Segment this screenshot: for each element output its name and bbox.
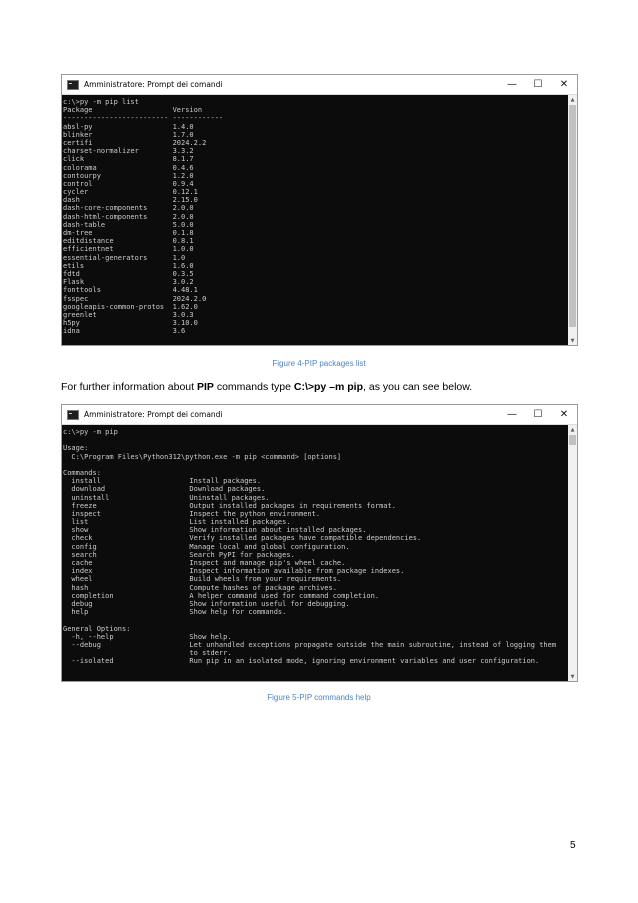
scroll-up-arrow-icon[interactable]: ▲ [570, 96, 575, 103]
maximize-button[interactable]: ☐ [533, 409, 543, 420]
terminal-line: inspect Inspect the python environment. [63, 509, 321, 518]
window-controls [499, 405, 577, 424]
terminal-line: index Inspect information available from package indexes. [63, 567, 405, 576]
terminal-line: colorama 0.4.6 [63, 163, 194, 172]
terminal-line: dash 2.15.0 [63, 196, 198, 205]
terminal-line: fonttools 4.48.1 [63, 286, 198, 295]
terminal-line: check Verify installed packages have compatible dependencies. [63, 534, 422, 543]
terminal-body[interactable] [62, 425, 577, 681]
terminal-line: certifi 2024.2.2 [63, 138, 207, 147]
scrollbar-thumb[interactable] [569, 105, 576, 327]
terminal-line: Usage: [63, 444, 89, 453]
terminal-output [63, 428, 565, 681]
scroll-up-arrow-icon[interactable]: ▲ [570, 426, 575, 433]
close-button[interactable]: ✕ [559, 79, 569, 90]
terminal-line: contourpy 1.2.0 [63, 171, 194, 180]
terminal-line: googleapis-common-protos 1.62.0 [63, 302, 198, 311]
terminal-line: idna 3.6 [63, 327, 186, 336]
vertical-scrollbar[interactable] [568, 95, 577, 345]
console-window-pip-list [61, 74, 578, 346]
terminal-line: dash-html-components 2.0.0 [63, 212, 194, 221]
terminal-line: search Search PyPI for packages. [63, 550, 295, 559]
terminal-line: list List installed packages. [63, 518, 291, 527]
scrollbar-thumb[interactable] [569, 435, 576, 445]
maximize-button[interactable]: ☐ [533, 79, 543, 90]
body-paragraph [61, 381, 472, 393]
terminal-line: hash Compute hashes of package archives. [63, 583, 337, 592]
terminal-line: wheel Build wheels from your requirements. [63, 575, 342, 584]
vertical-scrollbar[interactable] [568, 425, 577, 681]
terminal-line: install Install packages. [63, 477, 262, 486]
page-number: 5 [570, 840, 576, 851]
terminal-line: --debug Let unhandled exceptions propagate outside the main subroutine, instead of logging them [63, 640, 557, 649]
command-prompt-icon [67, 80, 79, 90]
figure-caption: Figure 5-PIP commands help [267, 693, 371, 702]
terminal-line: blinker 1.7.0 [63, 130, 194, 139]
terminal-line: debug Show information useful for debugging. [63, 599, 350, 608]
terminal-line: Package Version [63, 106, 203, 115]
terminal-line: -h, --help Show help. [63, 632, 232, 641]
terminal-line: uninstall Uninstall packages. [63, 493, 270, 502]
window-title: Amministratore: Prompt dei comandi [84, 80, 223, 89]
terminal-line: freeze Output installed packages in requirements format. [63, 501, 396, 510]
terminal-line: C:\Program Files\Python312\python.exe -m pip <command> [options] [63, 452, 342, 461]
terminal-line: etils 1.6.0 [63, 261, 194, 270]
terminal-line: config Manage local and global configuration. [63, 542, 350, 551]
scroll-down-arrow-icon[interactable]: ▼ [570, 673, 575, 680]
paragraph-text: commands type [213, 381, 294, 393]
terminal-line: show Show information about installed packages. [63, 526, 367, 535]
terminal-body[interactable] [62, 95, 577, 345]
terminal-line: absl-py 1.4.0 [63, 122, 194, 131]
terminal-line: fsspec 2024.2.0 [63, 294, 207, 303]
terminal-line: cache Inspect and manage pip's wheel cache. [63, 559, 346, 567]
terminal-line: ------------------------- ------------ [63, 114, 224, 123]
console-window-pip-help [61, 404, 578, 682]
terminal-line: dash-core-components 2.0.0 [63, 204, 194, 213]
terminal-line: help Show help for commands. [63, 608, 287, 617]
terminal-line: completion A helper command used for command completion. [63, 591, 380, 600]
minimize-button[interactable]: — [507, 79, 517, 90]
terminal-line: cycler 0.12.1 [63, 188, 198, 197]
paragraph-text: For further information about [61, 381, 197, 393]
scroll-down-arrow-icon[interactable]: ▼ [570, 337, 575, 344]
terminal-line: Commands: [63, 468, 101, 477]
terminal-line [63, 461, 565, 469]
terminal-line: editdistance 0.8.1 [63, 237, 194, 246]
terminal-line: h5py 3.10.0 [63, 319, 198, 328]
paragraph-bold-command: C:\>py –m pip [293, 381, 364, 393]
terminal-line [63, 616, 565, 624]
terminal-line: dash-table 5.0.0 [63, 220, 194, 229]
terminal-line: essential-generators 1.0 [63, 253, 186, 262]
window-titlebar[interactable] [62, 75, 577, 95]
terminal-line: fdtd 0.3.5 [63, 269, 194, 278]
window-titlebar[interactable] [62, 405, 577, 425]
terminal-line [63, 436, 565, 444]
terminal-line: click 8.1.7 [63, 155, 194, 164]
terminal-line: charset-normalizer 3.3.2 [63, 147, 194, 156]
terminal-line: --isolated Run pip in an isolated mode, ignoring environment variables and user configuration. [63, 657, 540, 666]
terminal-line: c:\>py -m pip list [63, 98, 139, 106]
window-title: Amministratore: Prompt dei comandi [84, 410, 223, 419]
terminal-line: Flask 3.0.2 [63, 278, 194, 287]
terminal-line: c:\>py -m pip [63, 428, 118, 436]
terminal-output [63, 98, 565, 345]
terminal-line: control 0.9.4 [63, 179, 194, 188]
terminal-line: efficientnet 1.0.0 [63, 245, 194, 254]
command-prompt-icon [67, 410, 79, 420]
paragraph-bold-text: PIP [196, 381, 214, 393]
terminal-line: dm-tree 0.1.8 [63, 229, 194, 237]
close-button[interactable]: ✕ [559, 409, 569, 420]
terminal-line: download Download packages. [63, 485, 266, 494]
terminal-line: General Options: [63, 624, 131, 633]
figure-caption: Figure 4-PIP packages list [272, 359, 366, 368]
window-controls [499, 75, 577, 94]
terminal-line: to stderr. [63, 649, 232, 658]
terminal-line: greenlet 3.0.3 [63, 310, 194, 319]
paragraph-text: , as you can see below. [363, 381, 473, 393]
minimize-button[interactable]: — [507, 409, 517, 420]
